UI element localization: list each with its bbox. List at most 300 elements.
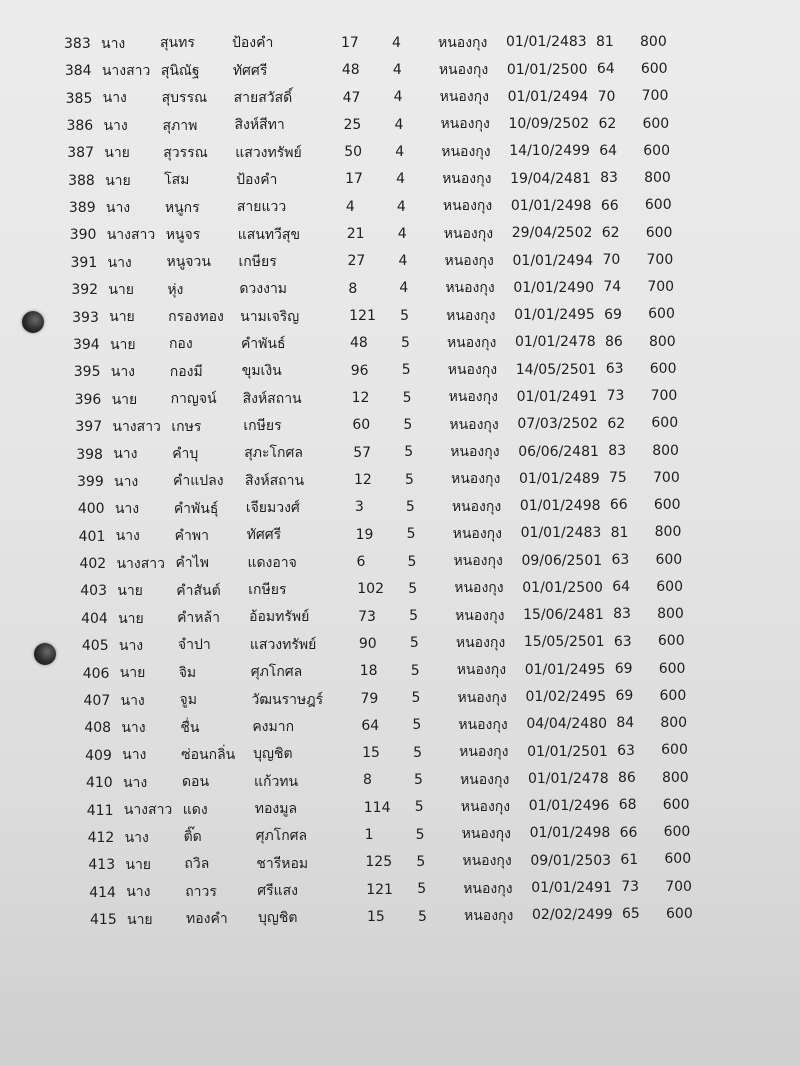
age: 64 [599, 143, 618, 160]
first-name: ซ่อนกลิ่น [181, 746, 236, 763]
birth-date: 01/01/2490 [513, 279, 595, 296]
last-name: แสวงทรัพย์ [235, 144, 302, 161]
last-name: ศุภโกศล [255, 828, 308, 845]
row-number: 384 [64, 63, 92, 80]
table-row [19, 662, 800, 686]
village-name: หนองกุง [462, 853, 512, 870]
allowance-amount: 700 [641, 88, 669, 105]
first-name: ชื่น [180, 719, 200, 736]
row-number: 407 [83, 693, 111, 710]
house-number: 12 [354, 471, 372, 488]
table-row [26, 905, 800, 933]
village-number: 5 [417, 881, 427, 898]
row-number: 388 [68, 172, 95, 189]
allowance-amount: 700 [665, 878, 692, 895]
last-name: แดงอาจ [247, 554, 297, 571]
first-name: ถวิล [184, 856, 210, 873]
title: นาง [110, 364, 136, 381]
table-row [18, 635, 800, 659]
row-number: 402 [79, 556, 107, 573]
allowance-amount: 700 [647, 279, 675, 296]
house-number: 114 [363, 799, 391, 816]
village-number: 5 [400, 335, 410, 352]
age: 83 [613, 606, 631, 623]
birth-date: 01/01/2500 [506, 61, 588, 78]
allowance-amount: 800 [661, 769, 689, 786]
village-name: หนองกุง [441, 143, 491, 160]
first-name: สุวรรณ [163, 144, 208, 161]
last-name: เจียมวงศ์ [245, 500, 300, 517]
title: นาย [104, 145, 130, 162]
last-name: อ้อมทรัพย์ [249, 609, 310, 626]
title: นางสาว [101, 63, 151, 80]
first-name: คำแปลง [173, 473, 224, 490]
birth-date: 01/01/2478 [527, 770, 609, 787]
village-name: หนองกุง [455, 635, 506, 652]
title: นาย [127, 911, 153, 928]
birth-date: 09/01/2503 [530, 852, 612, 869]
village-name: หนองกุง [460, 798, 511, 815]
first-name: คำหล้า [177, 610, 220, 627]
table-row [11, 388, 800, 412]
allowance-amount: 800 [657, 606, 684, 623]
age: 63 [605, 361, 624, 378]
house-number: 8 [348, 280, 358, 297]
title: นาง [114, 501, 140, 518]
age: 64 [612, 579, 631, 596]
row-number: 393 [72, 309, 99, 326]
table-row [15, 525, 800, 549]
row-number: 391 [70, 254, 98, 271]
house-number: 50 [344, 144, 363, 161]
row-number: 409 [85, 747, 112, 764]
birth-date: 15/06/2481 [523, 607, 604, 624]
table-row [11, 416, 800, 440]
age: 64 [596, 61, 615, 78]
village-name: หนองกุง [458, 716, 508, 733]
table-row [16, 580, 800, 604]
last-name: สิงห์สถาน [245, 472, 305, 489]
village-number: 5 [402, 389, 412, 406]
birth-date: 01/01/2498 [529, 825, 611, 842]
last-name: คงมาก [252, 718, 295, 735]
village-number: 5 [412, 717, 422, 734]
village-number: 5 [403, 417, 413, 433]
first-name: กาญจน์ [170, 391, 217, 408]
title: นาง [122, 747, 147, 764]
last-name: บุญชิต [253, 746, 293, 763]
last-name: คำพันธ์ [240, 336, 286, 353]
village-name: หนองกุง [449, 416, 499, 433]
birth-date: 10/09/2502 [508, 116, 590, 133]
allowance-amount: 700 [650, 388, 678, 405]
allowance-amount: 600 [643, 142, 670, 159]
birth-date: 01/01/2491 [531, 879, 612, 896]
age: 63 [613, 633, 632, 650]
first-name: หนูจร [165, 227, 201, 244]
last-name: ป้องคำ [236, 171, 278, 188]
row-number: 385 [65, 90, 93, 107]
age: 69 [604, 306, 622, 323]
title: นาย [105, 172, 131, 189]
village-number: 5 [406, 526, 416, 543]
village-name: หนองกุง [447, 362, 498, 379]
village-name: หนองกุง [442, 198, 493, 215]
village-number: 4 [399, 280, 409, 297]
village-number: 5 [414, 799, 424, 816]
allowance-amount: 800 [660, 715, 688, 732]
table-row [4, 169, 800, 193]
table-row [3, 142, 800, 166]
village-number: 5 [405, 498, 415, 515]
row-number: 408 [84, 720, 112, 737]
last-name: แสวงทรัพย์ [249, 636, 317, 653]
allowance-amount: 800 [654, 524, 682, 541]
birth-date: 04/04/2480 [526, 716, 608, 733]
first-name: คำบุ [172, 445, 199, 462]
house-number: 12 [351, 390, 370, 407]
allowance-amount: 600 [655, 551, 683, 568]
birth-date: 01/01/2501 [527, 743, 608, 760]
table-row [5, 196, 800, 220]
title: นาง [126, 884, 151, 901]
table-row [6, 224, 800, 248]
last-name: นามเจริญ [240, 308, 300, 325]
allowance-amount: 600 [663, 824, 691, 841]
allowance-amount: 800 [644, 170, 671, 187]
first-name: จิม [178, 664, 197, 681]
first-name: สุภาพ [162, 117, 198, 134]
house-number: 79 [360, 690, 379, 707]
house-number: 3 [354, 499, 364, 516]
village-number: 5 [409, 608, 418, 625]
last-name: แก้วทน [253, 773, 299, 790]
first-name: หนูกร [164, 199, 200, 216]
village-name: หนองกุง [451, 498, 502, 515]
house-number: 19 [355, 526, 374, 543]
title: นางสาว [106, 227, 156, 244]
age: 83 [600, 170, 618, 187]
last-name: บุญชิต [258, 910, 298, 927]
birth-date: 02/02/2499 [532, 907, 613, 924]
village-number: 4 [397, 225, 407, 242]
first-name: คำพันธุ์ [173, 500, 219, 517]
allowance-amount: 600 [651, 415, 679, 432]
row-number: 413 [88, 857, 116, 874]
house-number: 8 [362, 772, 372, 789]
village-number: 4 [398, 253, 408, 270]
age: 69 [615, 688, 634, 705]
row-number: 389 [68, 200, 96, 217]
row-number: 403 [80, 583, 107, 600]
title: นาง [122, 774, 148, 791]
title: นาย [119, 665, 146, 682]
age: 61 [620, 851, 639, 868]
village-name: หนองกุง [443, 225, 494, 242]
house-number: 4 [345, 198, 355, 215]
village-number: 4 [392, 34, 401, 51]
last-name: ศุภโกศล [250, 664, 303, 681]
title: นาง [124, 829, 149, 846]
title: นาง [101, 35, 126, 52]
title: นาย [109, 309, 135, 326]
last-name: วัฒนราษฎร์ [251, 691, 324, 708]
house-number: 60 [352, 417, 371, 434]
title: นางสาว [112, 418, 161, 435]
age: 63 [617, 742, 635, 759]
house-number: 15 [362, 745, 380, 762]
row-number: 400 [77, 501, 105, 518]
birth-date: 01/01/2498 [510, 198, 592, 215]
table-row [1, 59, 800, 83]
row-number: 392 [71, 282, 99, 299]
allowance-amount: 600 [662, 796, 690, 813]
title: นาง [121, 720, 146, 737]
table-row [10, 361, 800, 385]
village-name: หนองกุง [450, 444, 500, 460]
allowance-amount: 600 [645, 224, 673, 241]
village-name: หนองกุง [464, 908, 514, 925]
village-name: หนองกุง [451, 471, 501, 488]
birth-date: 01/01/2483 [506, 34, 587, 51]
village-number: 5 [405, 471, 414, 488]
village-number: 4 [392, 62, 402, 79]
last-name: ทัศศรี [232, 62, 268, 79]
birth-date: 01/01/2496 [528, 798, 610, 815]
village-name: หนองกุง [438, 61, 489, 78]
row-number: 401 [78, 528, 106, 545]
village-number: 4 [396, 171, 405, 188]
village-name: หนองกุง [448, 389, 498, 406]
title: นาง [105, 199, 131, 216]
village-name: หนองกุง [459, 771, 510, 788]
allowance-amount: 800 [652, 442, 679, 459]
village-name: หนองกุง [461, 826, 511, 843]
title: นาย [125, 856, 152, 873]
village-name: หนองกุง [454, 580, 504, 597]
allowance-amount: 600 [649, 360, 677, 377]
first-name: คำสันต์ [176, 582, 221, 599]
birth-date: 15/05/2501 [523, 634, 605, 651]
last-name: เกษียร [248, 582, 287, 599]
age: 68 [618, 797, 637, 814]
title: นางสาว [123, 802, 173, 819]
birth-date: 01/01/2494 [507, 88, 589, 105]
village-name: หนองกุง [445, 280, 495, 297]
row-number: 386 [66, 117, 94, 134]
age: 70 [597, 88, 616, 105]
village-name: หนองกุง [442, 171, 492, 188]
table-row [8, 306, 800, 330]
birth-date: 01/01/2494 [512, 252, 594, 269]
allowance-amount: 800 [648, 333, 676, 350]
birth-date: 01/01/2500 [522, 579, 603, 596]
birth-date: 09/06/2501 [521, 552, 603, 569]
last-name: สิงห์สีทา [234, 117, 285, 134]
row-number: 396 [74, 391, 102, 408]
last-name: สายสวัสดิ์ [233, 89, 293, 106]
village-number: 5 [404, 444, 414, 461]
first-name: คำพา [174, 527, 209, 544]
house-number: 6 [356, 553, 366, 570]
first-name: โสม [164, 172, 190, 189]
last-name: ทองมูล [254, 800, 298, 817]
first-name: จำปา [177, 637, 211, 654]
birth-date: 01/01/2483 [520, 525, 602, 542]
village-name: หนองกุง [456, 662, 507, 679]
age: 62 [598, 115, 617, 132]
title: นาย [109, 336, 136, 353]
house-number: 48 [349, 335, 368, 352]
allowance-amount: 600 [642, 115, 670, 132]
table-row [2, 114, 800, 138]
first-name: ทองคำ [186, 911, 228, 928]
last-name: ทัศศรี [246, 527, 282, 544]
allowance-amount: 600 [658, 660, 686, 677]
age: 84 [616, 715, 635, 732]
birth-date: 01/01/2495 [524, 661, 606, 678]
first-name: ถาวร [185, 883, 217, 900]
title: นาง [120, 692, 145, 709]
age: 65 [622, 906, 640, 923]
table-row [7, 251, 800, 275]
row-number: 405 [81, 638, 109, 655]
village-name: หนองกุง [455, 607, 505, 624]
village-number: 5 [415, 826, 425, 843]
house-number: 25 [343, 116, 362, 133]
first-name: สุบรรณ [161, 90, 208, 107]
age: 66 [609, 497, 628, 514]
title: นาง [107, 254, 132, 271]
title: นางสาว [116, 555, 165, 572]
house-number: 96 [350, 362, 369, 379]
title: นาย [108, 282, 134, 299]
house-number: 73 [358, 608, 376, 625]
birth-date: 01/01/2489 [519, 470, 600, 487]
village-number: 5 [418, 908, 427, 925]
house-number: 21 [346, 226, 365, 243]
house-number: 48 [341, 62, 360, 79]
village-number: 5 [408, 580, 418, 597]
house-number: 27 [347, 253, 366, 270]
age: 73 [621, 879, 640, 896]
village-name: หนองกุง [440, 116, 490, 133]
house-number: 18 [359, 663, 378, 680]
age: 73 [606, 388, 625, 405]
first-name: หุ่ง [167, 281, 184, 298]
birth-date: 01/01/2491 [516, 388, 598, 405]
village-number: 5 [401, 362, 411, 379]
row-number: 404 [81, 610, 108, 627]
title: นาง [115, 528, 140, 545]
row-number: 415 [90, 912, 117, 929]
last-name: ศรีแสง [257, 882, 298, 899]
first-name: คำไพ [175, 555, 209, 572]
house-number: 15 [367, 909, 385, 926]
age: 86 [604, 333, 623, 350]
birth-date: 29/04/2502 [511, 225, 593, 242]
table-row [13, 470, 800, 494]
village-name: หนองกุง [444, 252, 494, 269]
age: 75 [609, 470, 627, 487]
first-name: กองมี [169, 363, 203, 380]
row-number: 411 [86, 802, 114, 819]
house-number: 90 [358, 635, 377, 652]
table-row [0, 32, 800, 56]
row-number: 390 [69, 227, 97, 244]
last-name: ป้องคำ [232, 35, 274, 52]
birth-date: 14/10/2499 [509, 143, 590, 160]
row-number: 394 [72, 337, 100, 354]
village-number: 5 [409, 635, 419, 652]
house-number: 1 [364, 827, 374, 844]
row-number: 397 [75, 419, 103, 436]
village-number: 4 [393, 89, 403, 106]
village-name: หนองกุง [453, 553, 503, 570]
last-name: เกษียร [238, 253, 277, 270]
first-name: จูม [179, 692, 197, 709]
birth-date: 01/02/2495 [525, 689, 607, 706]
table-row [14, 498, 800, 522]
first-name: ติ๊ด [183, 828, 202, 845]
row-number: 387 [67, 145, 94, 162]
birth-date: 01/01/2498 [519, 498, 601, 515]
allowance-amount: 600 [644, 197, 672, 214]
row-number: 412 [87, 829, 115, 846]
village-name: หนองกุง [459, 744, 509, 761]
title: นาย [118, 610, 144, 627]
row-number: 414 [89, 884, 116, 901]
village-name: หนองกุง [463, 880, 513, 897]
allowance-amount: 600 [659, 687, 687, 704]
first-name: ดอน [181, 774, 210, 791]
title: นาย [117, 583, 143, 600]
title: นาง [118, 637, 144, 654]
first-name: สุนทร [160, 35, 195, 52]
village-name: หนองกุง [438, 34, 488, 51]
title: นาง [114, 473, 139, 490]
allowance-amount: 600 [666, 905, 693, 922]
first-name: กอง [168, 336, 193, 353]
village-name: หนองกุง [446, 307, 496, 324]
age: 63 [611, 551, 630, 568]
house-number: 102 [357, 581, 384, 598]
last-name: สิงห์สถาน [242, 390, 302, 407]
age: 70 [602, 252, 621, 269]
allowance-amount: 700 [653, 469, 680, 486]
row-number: 383 [64, 35, 91, 52]
house-number: 121 [366, 881, 393, 898]
title: นาย [111, 391, 138, 408]
age: 66 [600, 197, 619, 214]
row-number: 399 [77, 473, 104, 490]
table-row [2, 87, 800, 111]
birth-date: 01/01/2495 [514, 307, 595, 324]
first-name: กรองทอง [168, 309, 224, 326]
house-number: 125 [365, 854, 393, 871]
age: 66 [619, 824, 638, 841]
last-name: สายแวว [236, 199, 287, 216]
village-name: หนองกุง [452, 525, 502, 542]
house-number: 64 [361, 717, 380, 734]
house-number: 17 [345, 171, 363, 188]
last-name: แสนทวีสุข [237, 226, 301, 243]
village-number: 5 [416, 853, 426, 870]
table-row [15, 553, 800, 577]
last-name: สุภะโกศล [244, 445, 303, 462]
age: 81 [596, 34, 614, 51]
row-number: 406 [82, 665, 110, 682]
